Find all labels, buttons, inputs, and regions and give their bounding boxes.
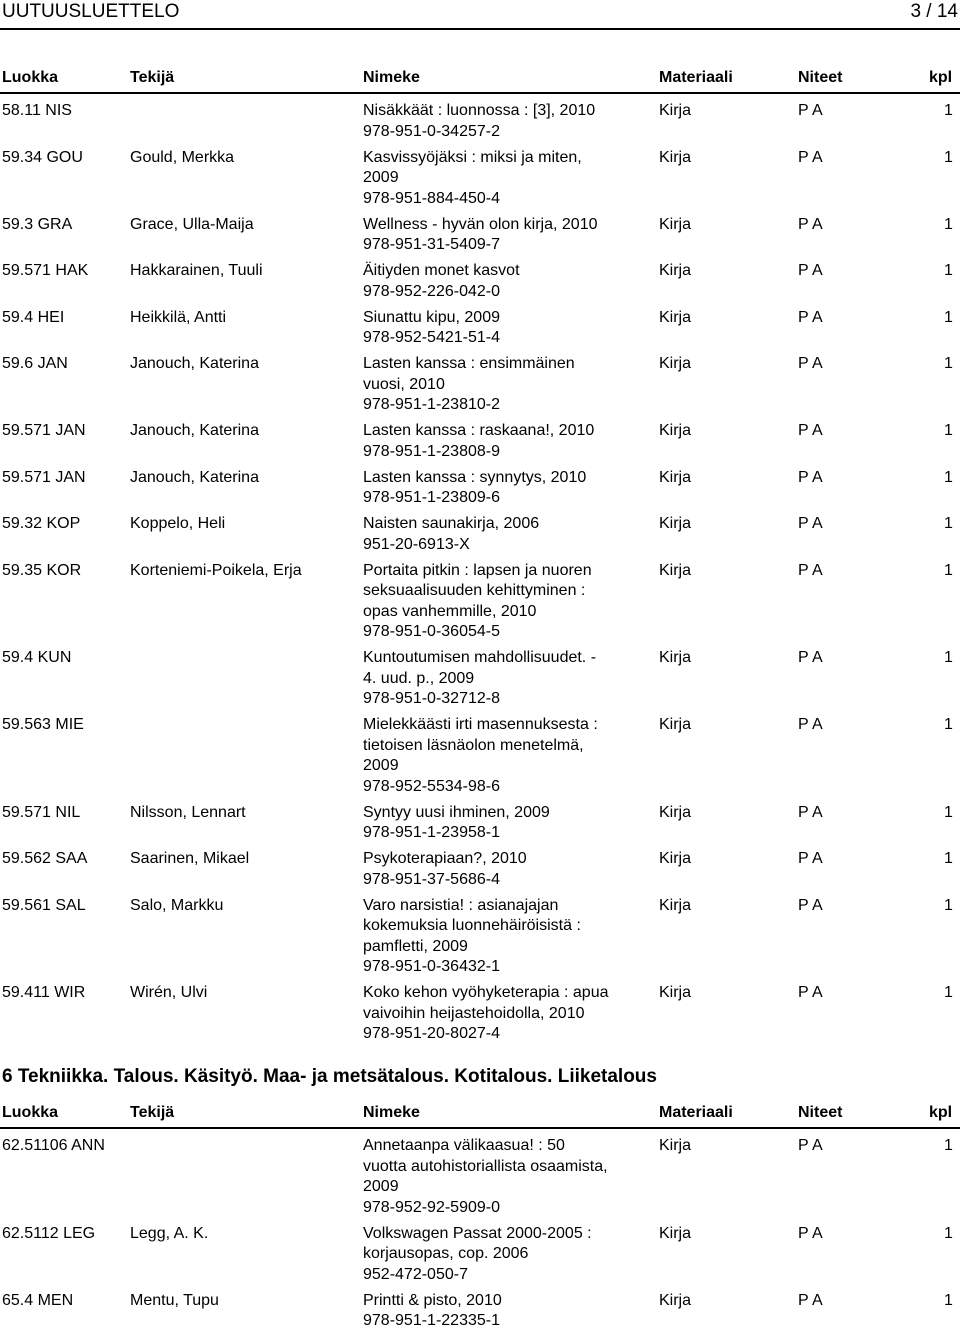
cell-nimeke: [363, 101, 653, 142]
cell-materiaali: Kirja: [659, 896, 691, 917]
col-niteet: Niteet: [798, 1103, 842, 1123]
cell-niteet: P A: [798, 514, 823, 535]
cell-niteet: P A: [798, 468, 823, 489]
isbn: 978-951-1-23958-1: [363, 823, 653, 844]
cell-tekija: Koppelo, Heli: [130, 514, 225, 535]
isbn: 978-951-1-23809-6: [363, 488, 653, 509]
table-row: [0, 803, 960, 850]
cell-kpl: 1: [944, 421, 953, 442]
cell-luokka: 59.34 GOU: [2, 148, 83, 169]
table-row: [0, 308, 960, 355]
cell-nimeke: [363, 715, 653, 797]
title-line: Annetaanpa välikaasua! : 50: [363, 1136, 653, 1157]
table-row: [0, 421, 960, 468]
cell-niteet: P A: [798, 215, 823, 236]
title-line: korjausopas, cop. 2006: [363, 1244, 653, 1265]
cell-niteet: P A: [798, 803, 823, 824]
cell-kpl: 1: [944, 1224, 953, 1245]
title-line: Syntyy uusi ihminen, 2009: [363, 803, 653, 824]
table-row: [0, 561, 960, 649]
col-luokka: Luokka: [2, 1103, 58, 1123]
isbn: 978-952-92-5909-0: [363, 1198, 653, 1219]
column-header-rule-1: [0, 92, 960, 94]
isbn: 978-952-5534-98-6: [363, 777, 653, 798]
cell-luokka: 59.3 GRA: [2, 215, 72, 236]
title-line: 2009: [363, 168, 653, 189]
cell-materiaali: Kirja: [659, 1291, 691, 1312]
cell-luokka: 59.32 KOP: [2, 514, 80, 535]
cell-tekija: Legg, A. K.: [130, 1224, 208, 1245]
cell-materiaali: Kirja: [659, 261, 691, 282]
col-tekija: Tekijä: [130, 68, 174, 88]
cell-luokka: 59.35 KOR: [2, 561, 81, 582]
cell-materiaali: Kirja: [659, 101, 691, 122]
cell-niteet: P A: [798, 849, 823, 870]
cell-niteet: P A: [798, 1224, 823, 1245]
cell-tekija: Mentu, Tupu: [130, 1291, 219, 1312]
cell-kpl: 1: [944, 648, 953, 669]
cell-tekija: Nilsson, Lennart: [130, 803, 246, 824]
table-row: [0, 148, 960, 215]
title-line: Siunattu kipu, 2009: [363, 308, 653, 329]
column-header-2: [0, 1103, 960, 1125]
cell-nimeke: [363, 261, 653, 302]
cell-tekija: Wirén, Ulvi: [130, 983, 207, 1004]
col-luokka: Luokka: [2, 68, 58, 88]
title-line: Koko kehon vyöhyketerapia : apua: [363, 983, 653, 1004]
title-line: vaivoihin heijastehoidolla, 2010: [363, 1004, 653, 1025]
table-row: [0, 1291, 960, 1337]
title-line: Varo narsistia! : asianajajan: [363, 896, 653, 917]
cell-kpl: 1: [944, 561, 953, 582]
col-materiaali: Materiaali: [659, 1103, 733, 1123]
cell-kpl: 1: [944, 1291, 953, 1312]
title-line: vuosi, 2010: [363, 375, 653, 396]
cell-niteet: P A: [798, 648, 823, 669]
cell-materiaali: Kirja: [659, 421, 691, 442]
cell-tekija: Janouch, Katerina: [130, 354, 259, 375]
section-heading: 6 Tekniikka. Talous. Käsityö. Maa- ja metsätalous. Kotitalous. Liiketalous: [2, 1066, 657, 1088]
isbn: 978-951-0-34257-2: [363, 122, 653, 143]
cell-luokka: 65.4 MEN: [2, 1291, 73, 1312]
col-kpl: kpl: [929, 1103, 952, 1123]
cell-materiaali: Kirja: [659, 1136, 691, 1157]
title-line: vuotta autohistoriallista osaamista,: [363, 1157, 653, 1178]
table-row: [0, 468, 960, 515]
table-row: [0, 1224, 960, 1291]
cell-tekija: Hakkarainen, Tuuli: [130, 261, 263, 282]
title-line: kokemuksia luonnehäiröisistä :: [363, 916, 653, 937]
cell-tekija: Janouch, Katerina: [130, 468, 259, 489]
col-niteet: Niteet: [798, 68, 842, 88]
col-tekija: Tekijä: [130, 1103, 174, 1123]
cell-kpl: 1: [944, 261, 953, 282]
cell-luokka: 59.6 JAN: [2, 354, 68, 375]
cell-nimeke: [363, 983, 653, 1045]
cell-tekija: Korteniemi-Poikela, Erja: [130, 561, 302, 582]
cell-tekija: Grace, Ulla-Maija: [130, 215, 254, 236]
cell-nimeke: [363, 421, 653, 462]
cell-nimeke: [363, 514, 653, 555]
cell-kpl: 1: [944, 983, 953, 1004]
cell-materiaali: Kirja: [659, 849, 691, 870]
title-line: Psykoterapiaan?, 2010: [363, 849, 653, 870]
cell-niteet: P A: [798, 354, 823, 375]
title-line: Lasten kanssa : ensimmäinen: [363, 354, 653, 375]
cell-niteet: P A: [798, 421, 823, 442]
cell-nimeke: [363, 148, 653, 210]
page-header: [0, 0, 960, 30]
isbn: 951-20-6913-X: [363, 535, 653, 556]
cell-luokka: 62.51106 ANN: [2, 1136, 105, 1157]
title-line: Kuntoutumisen mahdollisuudet. -: [363, 648, 653, 669]
isbn: 978-951-20-8027-4: [363, 1024, 653, 1045]
cell-kpl: 1: [944, 896, 953, 917]
cell-materiaali: Kirja: [659, 514, 691, 535]
col-kpl: kpl: [929, 68, 952, 88]
cell-materiaali: Kirja: [659, 983, 691, 1004]
title-line: Volkswagen Passat 2000-2005 :: [363, 1224, 653, 1245]
title-line: Lasten kanssa : synnytys, 2010: [363, 468, 653, 489]
table-row: [0, 514, 960, 561]
col-nimeke: Nimeke: [363, 1103, 420, 1123]
cell-materiaali: Kirja: [659, 648, 691, 669]
cell-kpl: 1: [944, 308, 953, 329]
cell-materiaali: Kirja: [659, 468, 691, 489]
title-line: Wellness - hyvän olon kirja, 2010: [363, 215, 653, 236]
isbn: 978-951-1-23808-9: [363, 442, 653, 463]
cell-kpl: 1: [944, 354, 953, 375]
isbn: 978-952-5421-51-4: [363, 328, 653, 349]
cell-nimeke: [363, 1291, 653, 1332]
cell-luokka: 59.571 JAN: [2, 468, 86, 489]
cell-niteet: P A: [798, 983, 823, 1004]
cell-niteet: P A: [798, 261, 823, 282]
title-line: 2009: [363, 756, 653, 777]
isbn: 978-952-226-042-0: [363, 282, 653, 303]
cell-luokka: 59.571 NIL: [2, 803, 80, 824]
cell-luokka: 59.4 KUN: [2, 648, 71, 669]
cell-luokka: 62.5112 LEG: [2, 1224, 95, 1245]
title-line: Portaita pitkin : lapsen ja nuoren: [363, 561, 653, 582]
title-line: Printti & pisto, 2010: [363, 1291, 653, 1312]
page-number: 3 / 14: [910, 0, 958, 24]
cell-nimeke: [363, 849, 653, 890]
cell-materiaali: Kirja: [659, 1224, 691, 1245]
title-line: 2009: [363, 1177, 653, 1198]
cell-tekija: Saarinen, Mikael: [130, 849, 249, 870]
cell-materiaali: Kirja: [659, 308, 691, 329]
isbn: 978-951-0-36432-1: [363, 957, 653, 978]
isbn: 978-951-31-5409-7: [363, 235, 653, 256]
isbn: 978-951-1-22335-1: [363, 1311, 653, 1332]
cell-kpl: 1: [944, 514, 953, 535]
title-line: seksuaalisuuden kehittyminen :: [363, 581, 653, 602]
cell-luokka: 59.4 HEI: [2, 308, 64, 329]
table-row: [0, 1136, 960, 1224]
title-line: Lasten kanssa : raskaana!, 2010: [363, 421, 653, 442]
cell-kpl: 1: [944, 1136, 953, 1157]
cell-luokka: 59.571 JAN: [2, 421, 86, 442]
table-row: [0, 896, 960, 984]
cell-materiaali: Kirja: [659, 354, 691, 375]
column-header-1: [0, 68, 960, 90]
table-row: [0, 101, 960, 148]
cell-luokka: 59.411 WIR: [2, 983, 85, 1004]
col-nimeke: Nimeke: [363, 68, 420, 88]
cell-tekija: Janouch, Katerina: [130, 421, 259, 442]
cell-nimeke: [363, 468, 653, 509]
cell-luokka: 59.563 MIE: [2, 715, 84, 736]
isbn: 952-472-050-7: [363, 1265, 653, 1286]
cell-nimeke: [363, 354, 653, 416]
cell-niteet: P A: [798, 1291, 823, 1312]
table-row: [0, 715, 960, 803]
cell-kpl: 1: [944, 101, 953, 122]
table-row: [0, 261, 960, 308]
cell-nimeke: [363, 215, 653, 256]
cell-kpl: 1: [944, 803, 953, 824]
cell-niteet: P A: [798, 1136, 823, 1157]
table-row: [0, 354, 960, 421]
title-line: tietoisen läsnäolon menetelmä,: [363, 736, 653, 757]
cell-kpl: 1: [944, 148, 953, 169]
isbn: 978-951-0-36054-5: [363, 622, 653, 643]
isbn: 978-951-37-5686-4: [363, 870, 653, 891]
title-line: Mielekkäästi irti masennuksesta :: [363, 715, 653, 736]
title-line: Nisäkkäät : luonnossa : [3], 2010: [363, 101, 653, 122]
cell-niteet: P A: [798, 561, 823, 582]
cell-niteet: P A: [798, 101, 823, 122]
cell-kpl: 1: [944, 468, 953, 489]
cell-niteet: P A: [798, 896, 823, 917]
book-list-2: [0, 1136, 960, 1337]
cell-materiaali: Kirja: [659, 148, 691, 169]
cell-nimeke: [363, 1224, 653, 1286]
cell-niteet: P A: [798, 148, 823, 169]
cell-nimeke: [363, 308, 653, 349]
cell-kpl: 1: [944, 849, 953, 870]
book-list-1: [0, 101, 960, 1050]
cell-materiaali: Kirja: [659, 715, 691, 736]
table-row: [0, 648, 960, 715]
cell-nimeke: [363, 803, 653, 844]
cell-materiaali: Kirja: [659, 561, 691, 582]
isbn: 978-951-1-23810-2: [363, 395, 653, 416]
cell-materiaali: Kirja: [659, 803, 691, 824]
header-rule: [0, 28, 960, 30]
column-header-rule-2: [0, 1127, 960, 1129]
document-title: UUTUUSLUETTELO: [2, 0, 179, 24]
title-line: opas vanhemmille, 2010: [363, 602, 653, 623]
cell-materiaali: Kirja: [659, 215, 691, 236]
cell-niteet: P A: [798, 308, 823, 329]
cell-nimeke: [363, 648, 653, 710]
cell-luokka: 58.11 NIS: [2, 101, 72, 122]
cell-nimeke: [363, 896, 653, 978]
title-line: 4. uud. p., 2009: [363, 669, 653, 690]
col-materiaali: Materiaali: [659, 68, 733, 88]
cell-luokka: 59.562 SAA: [2, 849, 87, 870]
title-line: Naisten saunakirja, 2006: [363, 514, 653, 535]
cell-kpl: 1: [944, 715, 953, 736]
title-line: Kasvissyöjäksi : miksi ja miten,: [363, 148, 653, 169]
table-row: [0, 215, 960, 262]
cell-luokka: 59.561 SAL: [2, 896, 86, 917]
cell-tekija: Heikkilä, Antti: [130, 308, 226, 329]
cell-niteet: P A: [798, 715, 823, 736]
isbn: 978-951-0-32712-8: [363, 689, 653, 710]
cell-luokka: 59.571 HAK: [2, 261, 88, 282]
cell-kpl: 1: [944, 215, 953, 236]
cell-tekija: Gould, Merkka: [130, 148, 234, 169]
title-line: Äitiyden monet kasvot: [363, 261, 653, 282]
cell-tekija: Salo, Markku: [130, 896, 223, 917]
cell-nimeke: [363, 1136, 653, 1218]
isbn: 978-951-884-450-4: [363, 189, 653, 210]
table-row: [0, 983, 960, 1050]
table-row: [0, 849, 960, 896]
title-line: pamfletti, 2009: [363, 937, 653, 958]
cell-nimeke: [363, 561, 653, 643]
